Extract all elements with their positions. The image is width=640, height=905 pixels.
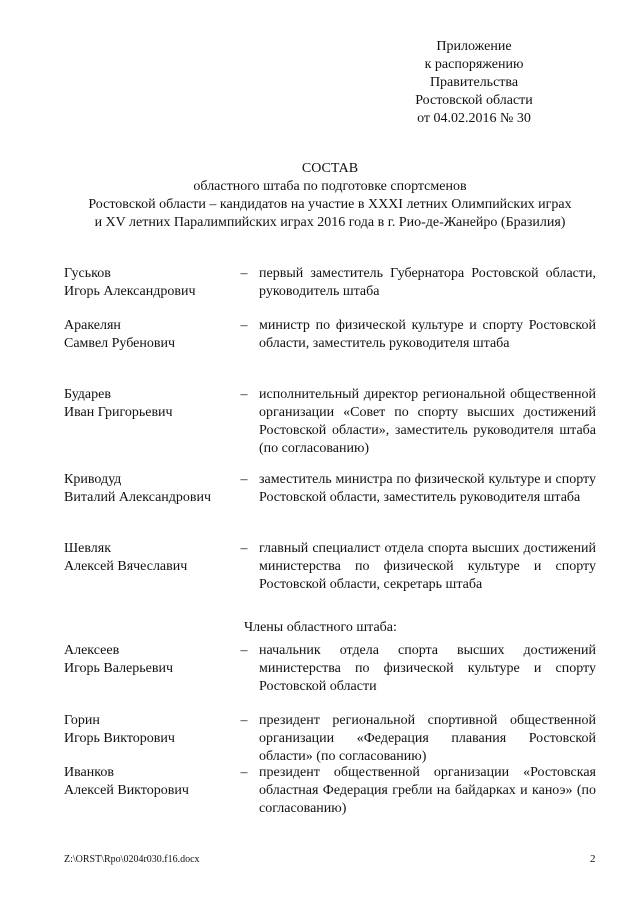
person-name [64,642,234,678]
person-role: президент региональной спортивной общественной организации «Федерация плавания Ростовской области» (по согласованию) [259,713,596,764]
person-surname: Аракелян [64,318,121,333]
appendix-line: Ростовской области [415,93,533,108]
person-given-name: Игорь Валерьевич [64,661,174,676]
heading-line: областного штаба по подготовке спортсменов [193,179,467,194]
appendix-block [384,38,564,128]
dash-separator: – [240,541,248,556]
person-given-name: Алексей Вячеславич [64,559,188,574]
person-surname: Гуськов [64,266,111,281]
dash-separator: – [240,643,248,658]
document-title: СОСТАВ [301,161,359,176]
person-given-name: Виталий Александрович [64,490,212,505]
person-surname: Бударев [64,387,111,402]
appendix-line: к распоряжению [424,57,524,72]
person-surname: Криводуд [64,472,122,487]
appendix-line: от 04.02.2016 № 30 [417,111,531,126]
person-given-name: Игорь Викторович [64,731,175,746]
document-heading [60,160,600,232]
dash-separator: – [240,318,248,333]
person-role: президент общественной организации «Ростовская областная Федерация гребли на байдарках и каноэ» (по согласованию) [259,765,596,816]
person-role: исполнительный директор региональной общественной организации «Совет по спорту высших достижений Ростовской области», заместитель руководителя штаба (по согласованию) [259,387,596,456]
person-role: министр по физической культуре и спорту Ростовской области, заместитель руководителя штаба [259,318,596,351]
heading-line: Ростовской области – кандидатов на участие в XXXI летних Олимпийских играх [88,197,572,212]
appendix-line: Правительства [429,75,519,90]
person-given-name: Алексей Викторович [64,783,189,798]
person-name [64,471,234,507]
dash-separator: – [240,765,248,780]
heading-line: и XV летних Паралимпийских играх 2016 года в г. Рио-де-Жанейро (Бразилия) [94,215,566,230]
dash-separator: – [240,713,248,728]
dash-separator: – [240,266,248,281]
person-role: начальник отдела спорта высших достижений министерства по физической культуре и спорту Ростовской области [259,643,596,694]
footer-file-path: Z:\ORST\Rpo\0204r030.f16.docx [64,854,200,865]
person-given-name: Самвел Рубенович [64,336,176,351]
person-name [64,712,234,748]
person-surname: Алексеев [64,643,120,658]
person-role: заместитель министра по физической культуре и спорту Ростовской области, заместитель руководителя штаба [259,472,596,505]
person-given-name: Иван Григорьевич [64,405,173,420]
page-number: 2 [590,853,596,865]
dash-separator: – [240,472,248,487]
person-name [64,265,234,301]
person-given-name: Игорь Александрович [64,284,196,299]
person-role: первый заместитель Губернатора Ростовской области, руководитель штаба [259,266,596,299]
person-surname: Шевляк [64,541,111,556]
members-heading: Члены областного штаба: [244,620,397,635]
person-name [64,540,234,576]
person-name [64,764,234,800]
appendix-line: Приложение [436,39,512,54]
person-surname: Иванков [64,765,114,780]
person-name [64,317,234,353]
person-name [64,386,234,422]
person-surname: Горин [64,713,100,728]
person-role: главный специалист отдела спорта высших достижений министерства по физической культуре и спорту Ростовской области, секретарь штаба [259,541,596,592]
dash-separator: – [240,387,248,402]
